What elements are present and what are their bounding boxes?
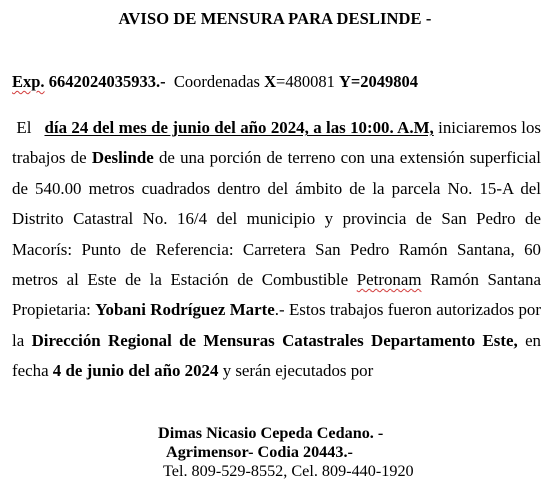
page-title: AVISO DE MENSURA PARA DESLINDE - — [118, 9, 432, 28]
text-executed-by: y serán ejecutados por — [222, 361, 374, 381]
y-label: Y — [338, 72, 351, 91]
text-start-work: iniciaremos los trabajos de — [12, 118, 541, 168]
text-property-description: de una porción de terreno con una extensión superficial de 540.00 metros cuadrados dentro del ámbito de la parcela No. 15-A del Distrito Catastral No. 16/4 del municipio y provincia de San Pedro de Macorís: Punto de Referencia: Carretera San Pedro Ramón Santana, 60 metros al Este de la Estación de Combustible — [12, 148, 541, 290]
surveyor-role: Agrimensor- Codia 20443.- — [166, 443, 353, 461]
text-owner-label: Ramón Santana Propietaria: — [12, 270, 541, 320]
notice-body — [12, 113, 541, 387]
text-date-label: en fecha — [12, 330, 542, 381]
deslinde-term: Deslinde — [91, 148, 154, 168]
exp-label: Exp. — [12, 72, 45, 91]
petronam-word: Petronam — [356, 270, 422, 290]
exp-number: 6642024035933.- — [48, 72, 166, 91]
authorization-date: 4 de junio del año 2024 — [52, 361, 219, 381]
survey-date-time: día 24 del mes de junio del año 2024, a las 10:00. A.M, — [44, 118, 434, 137]
coordinates-label: Coordenadas — [173, 72, 260, 91]
text-authorization: .- Estos trabajos fueron autorizados por la — [12, 300, 541, 350]
owner-name: Yobani Rodríguez Marte — [95, 300, 275, 320]
text-el: El — [16, 118, 32, 137]
surveyor-name: Dimas Nicasio Cepeda Cedano. - — [158, 424, 384, 442]
authority-name: Dirección Regional de Mensuras Catastrales Departamento Este, — [31, 330, 518, 350]
surveyor-phones: Tel. 809-529-8552, Cel. 809-440-1920 — [163, 462, 414, 480]
x-label: X — [264, 72, 277, 91]
y-value: =2049804 — [350, 72, 419, 91]
expedient-line — [12, 72, 418, 92]
x-value: =480081 — [276, 72, 335, 91]
